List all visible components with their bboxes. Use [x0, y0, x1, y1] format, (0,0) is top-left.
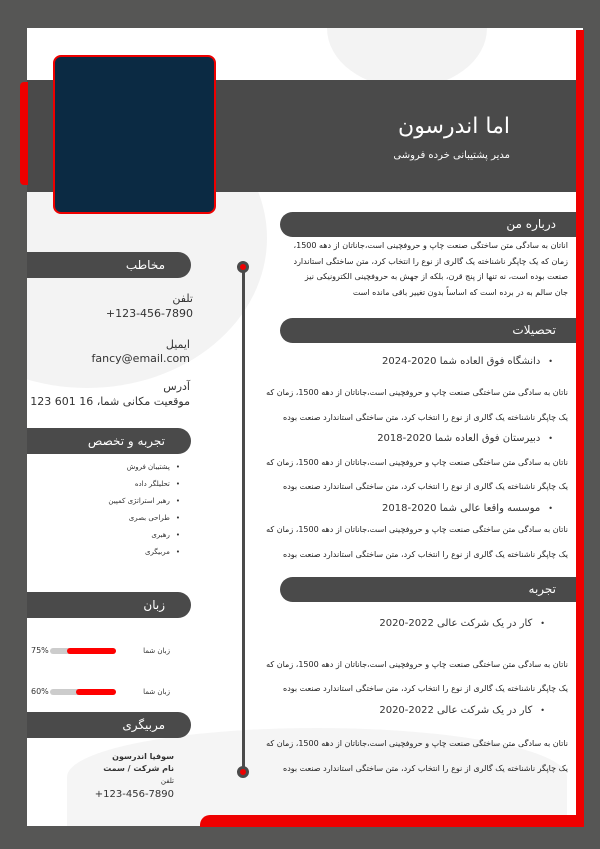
skill-item: • پشتیبان فروش — [108, 463, 180, 471]
phone-label: تلفن — [172, 292, 193, 305]
language-percent: 60% — [31, 687, 49, 696]
decor-shape — [327, 28, 487, 88]
experience-heading: • کار در یک شرکت عالی 2022-2020 — [379, 705, 545, 716]
address-value: موقعیت مکانی شما، 16 601 123 — [30, 395, 190, 408]
skills-list — [108, 463, 180, 565]
experience-heading: • کار در یک شرکت عالی 2022-2020 — [379, 618, 545, 629]
timeline-dot — [237, 261, 249, 273]
section-header-reference: مربیگری — [27, 712, 191, 738]
email-value[interactable]: fancy@email.com — [91, 352, 190, 365]
skill-item: • تحلیلگر داده — [108, 480, 180, 488]
experience-text: ناتان به سادگی متن ساختگی صنعت چاپ و حروفچینی است،جاناتان از دهه 1500، زمان که یک چاپگر ناشناخته یک گالری از نوع را انتخاب کرد، متن ساختگی استاندارد صنعت بوده — [266, 739, 568, 773]
email-label: ایمیل — [165, 338, 190, 351]
education-text: ناتان به سادگی متن ساختگی صنعت چاپ و حروفچینی است،جاناتان از دهه 1500، زمان که یک چاپگر ناشناخته یک گالری از نوع را انتخاب کرد، متن ساختگی استاندارد صنعت بوده — [266, 388, 568, 422]
education-heading: • دبیرستان فوق العاده شما 2020-2018 — [377, 433, 553, 444]
section-header-about: درباره من — [280, 212, 576, 237]
address-label: آدرس — [163, 380, 190, 393]
language-level-fill — [76, 689, 116, 695]
language-percent: 75% — [31, 646, 49, 655]
experience-text: ناتان به سادگی متن ساختگی صنعت چاپ و حروفچینی است،جاناتان از دهه 1500، زمان که یک چاپگر ناشناخته یک گالری از نوع را انتخاب کرد، متن ساختگی استاندارد صنعت بوده — [266, 660, 568, 693]
reference-name: سوفیا اندرسون — [112, 752, 174, 761]
language-level-bar — [50, 648, 116, 654]
skill-item: • رهبر استراتژی کمپین — [108, 497, 180, 505]
section-header-education: تحصیلات — [280, 318, 576, 343]
language-level-bar — [50, 689, 116, 695]
education-heading: • دانشگاه فوق العاده شما 2020-2024 — [382, 356, 553, 367]
reference-phone-label: تلفن — [160, 777, 174, 785]
language-level-fill — [67, 648, 117, 654]
timeline-dot — [237, 766, 249, 778]
skill-item: • مربیگری — [108, 548, 180, 556]
timeline-line — [242, 266, 245, 772]
accent-bar — [576, 30, 584, 826]
section-header-languages: زبان — [27, 592, 191, 618]
skill-item: • طراحی بصری — [108, 514, 180, 522]
language-name: زبان شما — [143, 647, 170, 655]
skill-item: • رهبری — [108, 531, 180, 539]
education-heading: • موسسه واقعا عالی شما 2020-2018 — [382, 503, 553, 514]
accent-bar — [200, 815, 584, 827]
section-header-contact: مخاطب — [27, 252, 191, 278]
education-text: ناتان به سادگی متن ساختگی صنعت چاپ و حروفچینی است،جاناتان از دهه 1500، زمان که یک چاپگر ناشناخته یک گالری از نوع را انتخاب کرد، متن ساختگی استاندارد صنعت بوده — [266, 525, 568, 559]
language-name: زبان شما — [143, 688, 170, 696]
person-name: اما اندرسون — [398, 114, 510, 139]
about-text: اناتان به سادگی متن ساختگی صنعت چاپ و حروفچینی است،جاناتان از دهه 1500، زمان که یک چاپگر ناشناخته یک گالری از نوع را انتخاب کرد، متن ساختگی استاندارد صنعت بوده است، نه تنها از پنج قرن، بلکه از جهش به حروفچینی الکترونیکی نیز جان سالم به در برده است که اساساً بدون تغییر باقی مانده است — [293, 241, 568, 297]
reference-phone: +123-456-7890 — [94, 789, 174, 800]
education-text: ناتان به سادگی متن ساختگی صنعت چاپ و حروفچینی است،جاناتان از دهه 1500، زمان که یک چاپگر ناشناخته یک گالری از نوع را انتخاب کرد، متن ساختگی استاندارد صنعت بوده — [266, 458, 568, 491]
phone-value: +123-456-7890 — [105, 307, 193, 320]
profile-photo — [53, 55, 216, 214]
job-title: مدیر پشتیبانی خرده فروشی — [393, 150, 510, 161]
section-header-skills: تجربه و تخصص — [27, 428, 191, 454]
reference-company: نام شرکت / سمت — [103, 764, 174, 773]
accent-bar — [20, 82, 28, 185]
section-header-experience: تجربه — [280, 577, 576, 602]
